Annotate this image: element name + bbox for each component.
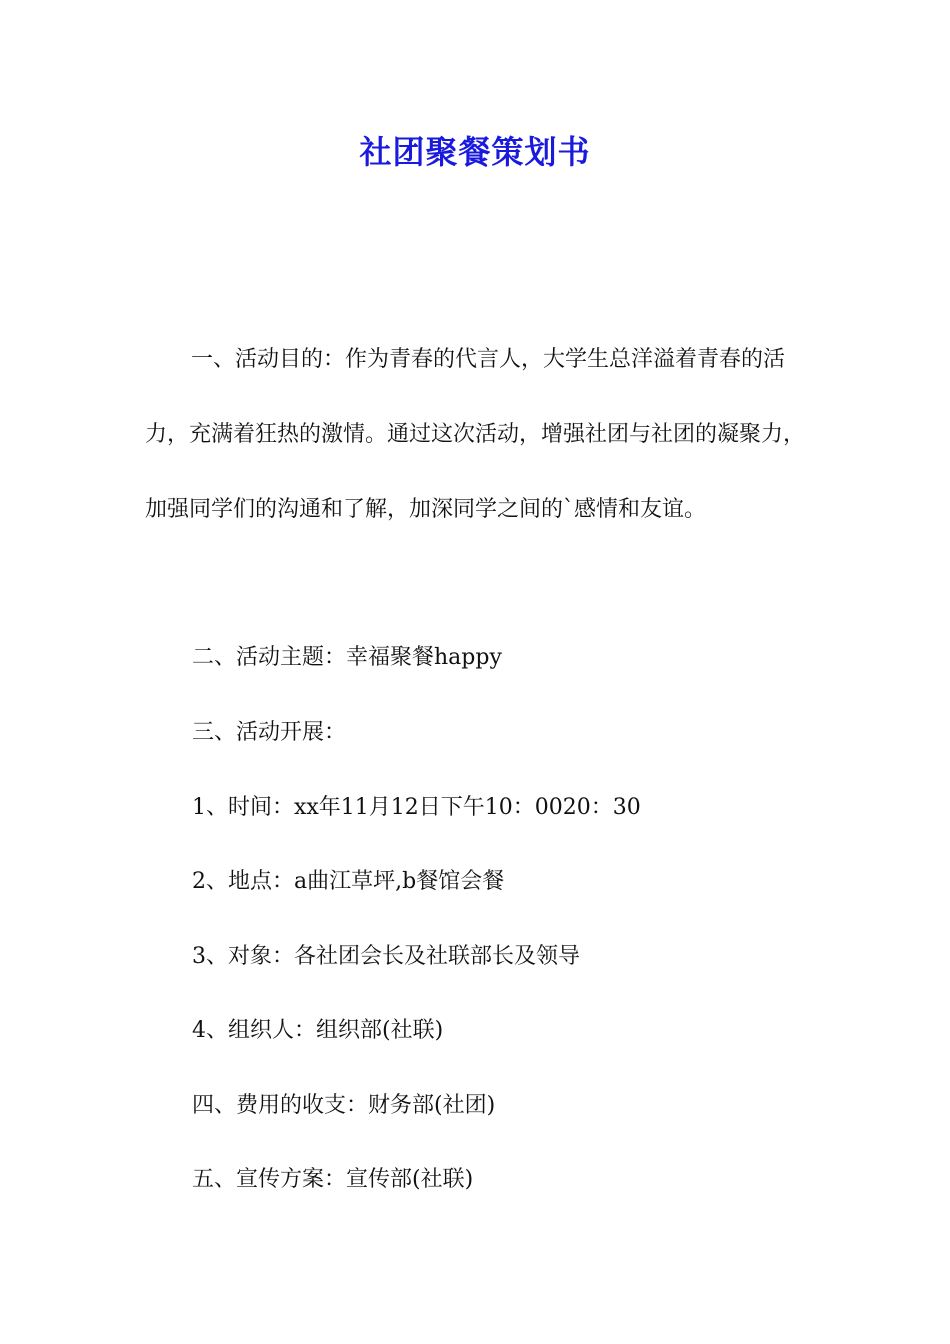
theme-line: 二、活动主题：幸福聚餐happy bbox=[192, 645, 502, 670]
organizer-line: 4、组织人：组织部(社联) bbox=[192, 1018, 444, 1043]
location-line: 2、地点：a曲江草坪,b餐馆会餐 bbox=[192, 869, 505, 894]
document-title: 社团聚餐策划书 bbox=[359, 133, 591, 171]
purpose-paragraph: 一、活动目的：作为青春的代言人，大学生总洋溢着青春的活力，充满着狂热的激情。通过这次活动，增强社团与社团的凝聚力，加强同学们的沟通和了解，加深同学之间的`感情和友谊。 bbox=[145, 347, 806, 522]
time-line: 1、时间：xx年11月12日下午10：0020：30 bbox=[192, 795, 641, 820]
publicity-line: 五、宣传方案：宣传部(社联) bbox=[192, 1167, 474, 1192]
section-three-heading: 三、活动开展： bbox=[192, 720, 347, 745]
audience-line: 3、对象：各社团会长及社联部长及领导 bbox=[192, 944, 580, 969]
budget-line: 四、费用的收支：财务部(社团) bbox=[192, 1093, 496, 1118]
